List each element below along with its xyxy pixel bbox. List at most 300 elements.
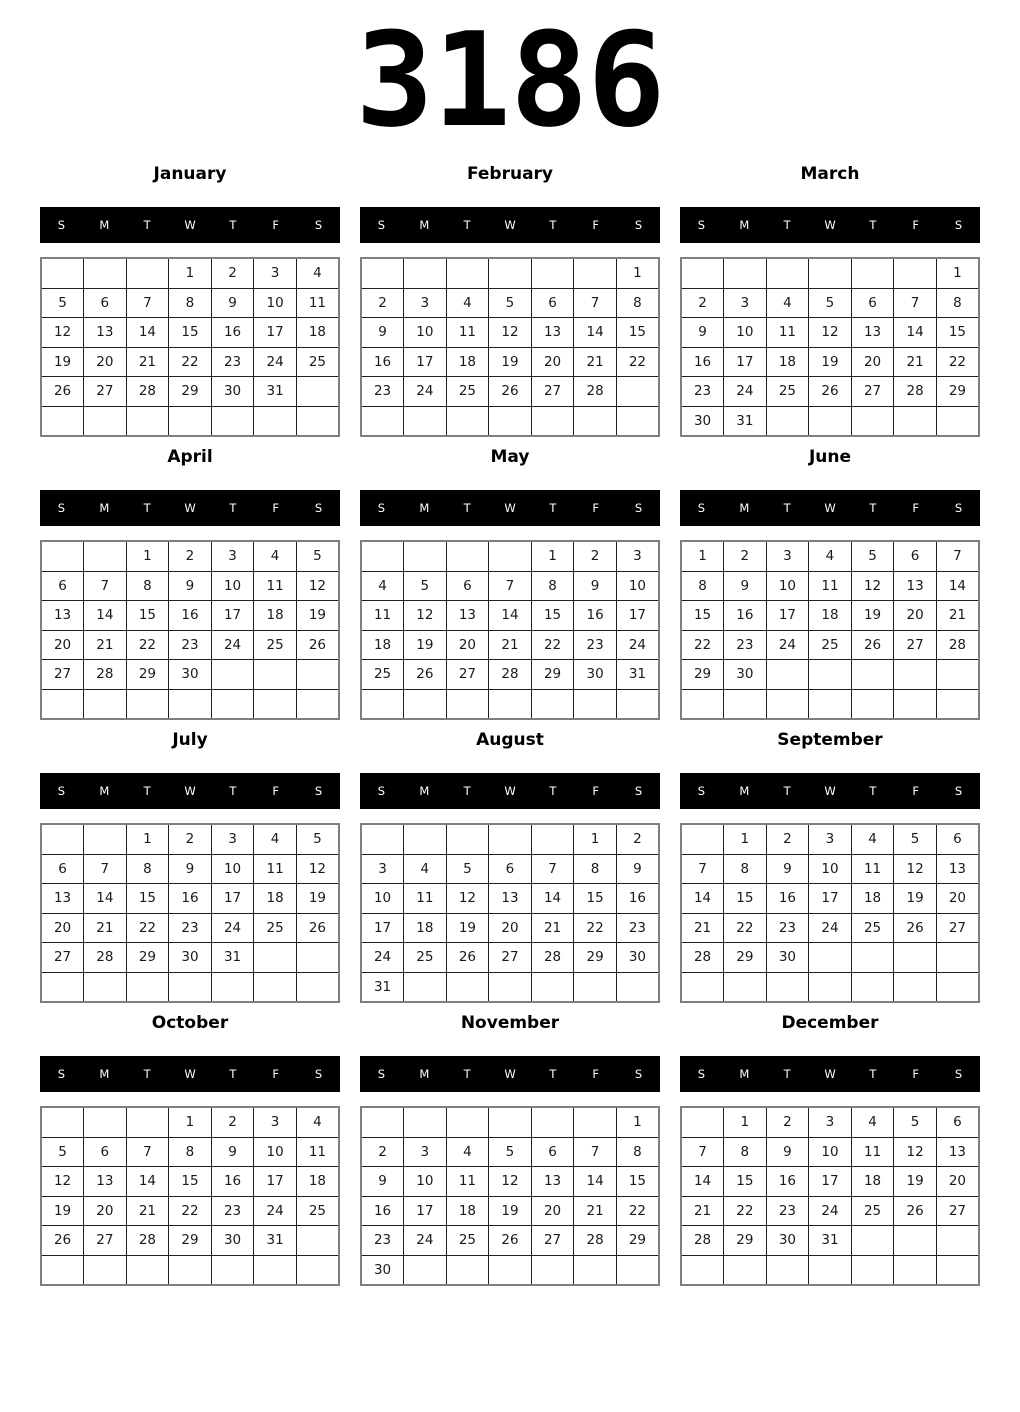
date-cell: 18 bbox=[851, 884, 894, 914]
week-row bbox=[41, 571, 339, 601]
empty-date-cell bbox=[894, 943, 937, 973]
empty-date-cell bbox=[531, 258, 574, 288]
empty-date-cell bbox=[296, 689, 339, 719]
weekday-label: F bbox=[912, 1067, 920, 1081]
empty-date-cell bbox=[936, 1226, 979, 1256]
date-cell: 11 bbox=[809, 571, 852, 601]
week-row bbox=[361, 824, 659, 854]
date-cell: 7 bbox=[489, 571, 532, 601]
weekday-label: T bbox=[783, 1067, 791, 1081]
week-row bbox=[361, 972, 659, 1002]
date-cell: 17 bbox=[809, 1167, 852, 1197]
date-cell: 2 bbox=[724, 541, 767, 571]
empty-date-cell bbox=[489, 689, 532, 719]
date-cell: 4 bbox=[404, 854, 447, 884]
date-cell: 12 bbox=[894, 1137, 937, 1167]
empty-date-cell bbox=[489, 406, 532, 436]
weekday-label: M bbox=[419, 501, 430, 515]
date-cell: 23 bbox=[616, 913, 659, 943]
empty-date-cell bbox=[169, 972, 212, 1002]
date-cell: 27 bbox=[41, 660, 84, 690]
date-cell: 29 bbox=[616, 1226, 659, 1256]
date-cell: 13 bbox=[489, 884, 532, 914]
date-cell: 18 bbox=[296, 318, 339, 348]
date-cell: 14 bbox=[531, 884, 574, 914]
weekday-header-row bbox=[680, 773, 980, 809]
empty-date-cell bbox=[681, 824, 724, 854]
date-cell: 14 bbox=[84, 884, 127, 914]
date-cell: 15 bbox=[169, 1167, 212, 1197]
date-cell: 17 bbox=[254, 318, 297, 348]
weekday-header-row bbox=[680, 490, 980, 526]
date-cell: 6 bbox=[851, 288, 894, 318]
date-cell: 7 bbox=[126, 1137, 169, 1167]
date-cell: 5 bbox=[41, 1137, 84, 1167]
date-cell: 17 bbox=[404, 347, 447, 377]
date-cell: 20 bbox=[446, 630, 489, 660]
empty-date-cell bbox=[681, 1107, 724, 1137]
week-row bbox=[681, 884, 979, 914]
weekday-label: F bbox=[592, 218, 600, 232]
date-cell: 21 bbox=[574, 1196, 617, 1226]
date-cell: 7 bbox=[681, 1137, 724, 1167]
weekday-label: T bbox=[783, 501, 791, 515]
week-row bbox=[361, 288, 659, 318]
date-cell: 6 bbox=[936, 1107, 979, 1137]
month-table bbox=[360, 823, 660, 1003]
week-row bbox=[361, 377, 659, 407]
empty-date-cell bbox=[84, 824, 127, 854]
date-cell: 6 bbox=[894, 541, 937, 571]
week-row bbox=[41, 660, 339, 690]
month-table-body bbox=[361, 541, 659, 719]
month-block-january bbox=[40, 163, 340, 437]
date-cell: 15 bbox=[574, 884, 617, 914]
date-cell: 26 bbox=[41, 377, 84, 407]
empty-date-cell bbox=[936, 1255, 979, 1285]
date-cell: 26 bbox=[894, 1196, 937, 1226]
month-block-february bbox=[360, 163, 660, 437]
date-cell: 2 bbox=[681, 288, 724, 318]
week-row bbox=[361, 1167, 659, 1197]
empty-date-cell bbox=[169, 689, 212, 719]
date-cell: 12 bbox=[809, 318, 852, 348]
empty-date-cell bbox=[489, 258, 532, 288]
weekday-label: T bbox=[783, 784, 791, 798]
date-cell: 2 bbox=[766, 824, 809, 854]
date-cell: 31 bbox=[254, 377, 297, 407]
empty-date-cell bbox=[211, 972, 254, 1002]
date-cell: 21 bbox=[84, 630, 127, 660]
empty-date-cell bbox=[894, 406, 937, 436]
weekday-label: M bbox=[739, 784, 750, 798]
date-cell: 30 bbox=[211, 1226, 254, 1256]
date-cell: 31 bbox=[809, 1226, 852, 1256]
week-row bbox=[681, 347, 979, 377]
empty-date-cell bbox=[531, 972, 574, 1002]
date-cell: 6 bbox=[531, 288, 574, 318]
date-cell: 10 bbox=[809, 854, 852, 884]
weekday-label: W bbox=[504, 1067, 516, 1081]
empty-date-cell bbox=[489, 972, 532, 1002]
date-cell: 11 bbox=[766, 318, 809, 348]
date-cell: 21 bbox=[936, 601, 979, 631]
weekday-label: S bbox=[57, 501, 66, 515]
week-row bbox=[681, 571, 979, 601]
date-cell: 14 bbox=[126, 318, 169, 348]
date-cell: 2 bbox=[766, 1107, 809, 1137]
date-cell: 2 bbox=[211, 1107, 254, 1137]
empty-date-cell bbox=[851, 943, 894, 973]
empty-date-cell bbox=[84, 1255, 127, 1285]
week-row bbox=[41, 406, 339, 436]
week-row bbox=[681, 1255, 979, 1285]
date-cell: 8 bbox=[936, 288, 979, 318]
weekday-label: F bbox=[272, 501, 280, 515]
date-cell: 8 bbox=[616, 288, 659, 318]
date-cell: 24 bbox=[616, 630, 659, 660]
date-cell: 6 bbox=[84, 288, 127, 318]
date-cell: 27 bbox=[936, 1196, 979, 1226]
date-cell: 16 bbox=[169, 601, 212, 631]
month-title: February bbox=[466, 164, 554, 184]
month-table bbox=[40, 1106, 340, 1286]
empty-date-cell bbox=[936, 406, 979, 436]
date-cell: 26 bbox=[404, 660, 447, 690]
date-cell: 3 bbox=[211, 824, 254, 854]
date-cell: 23 bbox=[211, 1196, 254, 1226]
date-cell: 14 bbox=[84, 601, 127, 631]
date-cell: 30 bbox=[616, 943, 659, 973]
weekday-label: T bbox=[229, 784, 237, 798]
month-table-body bbox=[361, 1107, 659, 1285]
date-cell: 16 bbox=[766, 1167, 809, 1197]
weekday-label: T bbox=[463, 218, 471, 232]
date-cell: 3 bbox=[361, 854, 404, 884]
week-row bbox=[681, 689, 979, 719]
date-cell: 16 bbox=[574, 601, 617, 631]
empty-date-cell bbox=[404, 1255, 447, 1285]
weekday-label: S bbox=[57, 1067, 66, 1081]
week-row bbox=[681, 913, 979, 943]
week-row bbox=[361, 913, 659, 943]
date-cell: 9 bbox=[724, 571, 767, 601]
empty-date-cell bbox=[574, 972, 617, 1002]
date-cell: 28 bbox=[574, 1226, 617, 1256]
date-cell: 14 bbox=[681, 884, 724, 914]
date-cell: 13 bbox=[84, 318, 127, 348]
empty-date-cell bbox=[766, 972, 809, 1002]
weekday-label: S bbox=[377, 784, 386, 798]
date-cell: 12 bbox=[296, 854, 339, 884]
date-cell: 7 bbox=[84, 854, 127, 884]
date-cell: 20 bbox=[489, 913, 532, 943]
date-cell: 7 bbox=[574, 1137, 617, 1167]
date-cell: 10 bbox=[404, 318, 447, 348]
empty-date-cell bbox=[574, 1255, 617, 1285]
date-cell: 26 bbox=[489, 1226, 532, 1256]
date-cell: 26 bbox=[894, 913, 937, 943]
date-cell: 15 bbox=[936, 318, 979, 348]
date-cell: 19 bbox=[296, 884, 339, 914]
month-title: May bbox=[490, 447, 530, 467]
week-row bbox=[681, 943, 979, 973]
week-row bbox=[681, 288, 979, 318]
date-cell: 15 bbox=[531, 601, 574, 631]
date-cell: 9 bbox=[766, 1137, 809, 1167]
empty-date-cell bbox=[851, 660, 894, 690]
date-cell: 25 bbox=[809, 630, 852, 660]
weekday-label: T bbox=[463, 784, 471, 798]
month-title: August bbox=[476, 730, 544, 750]
empty-date-cell bbox=[361, 258, 404, 288]
date-cell: 26 bbox=[296, 913, 339, 943]
weekday-label: S bbox=[954, 1067, 963, 1081]
empty-date-cell bbox=[894, 660, 937, 690]
date-cell: 16 bbox=[361, 347, 404, 377]
weekday-label: F bbox=[592, 784, 600, 798]
date-cell: 17 bbox=[616, 601, 659, 631]
date-cell: 14 bbox=[894, 318, 937, 348]
date-cell: 19 bbox=[851, 601, 894, 631]
weekday-label: F bbox=[272, 784, 280, 798]
date-cell: 13 bbox=[41, 601, 84, 631]
weekday-label: S bbox=[57, 218, 66, 232]
empty-date-cell bbox=[766, 406, 809, 436]
date-cell: 2 bbox=[361, 1137, 404, 1167]
date-cell: 25 bbox=[446, 1226, 489, 1256]
empty-date-cell bbox=[724, 689, 767, 719]
date-cell: 24 bbox=[404, 1226, 447, 1256]
empty-date-cell bbox=[574, 1107, 617, 1137]
week-row bbox=[361, 943, 659, 973]
date-cell: 29 bbox=[936, 377, 979, 407]
date-cell: 26 bbox=[809, 377, 852, 407]
week-row bbox=[681, 1167, 979, 1197]
date-cell: 18 bbox=[361, 630, 404, 660]
date-cell: 6 bbox=[41, 571, 84, 601]
date-cell: 19 bbox=[404, 630, 447, 660]
month-table-body bbox=[41, 824, 339, 1002]
empty-date-cell bbox=[446, 1255, 489, 1285]
date-cell: 22 bbox=[936, 347, 979, 377]
empty-date-cell bbox=[84, 541, 127, 571]
weekday-label: S bbox=[954, 218, 963, 232]
weekday-label: T bbox=[549, 501, 557, 515]
date-cell: 18 bbox=[809, 601, 852, 631]
week-row bbox=[681, 1226, 979, 1256]
date-cell: 21 bbox=[84, 913, 127, 943]
date-cell: 21 bbox=[489, 630, 532, 660]
date-cell: 3 bbox=[254, 1107, 297, 1137]
weekday-label: M bbox=[419, 784, 430, 798]
empty-date-cell bbox=[211, 406, 254, 436]
week-row bbox=[41, 854, 339, 884]
date-cell: 22 bbox=[531, 630, 574, 660]
empty-date-cell bbox=[84, 1107, 127, 1137]
week-row bbox=[681, 854, 979, 884]
empty-date-cell bbox=[616, 689, 659, 719]
month-table-body bbox=[41, 258, 339, 436]
date-cell: 1 bbox=[724, 824, 767, 854]
week-row bbox=[41, 541, 339, 571]
weekday-label: S bbox=[314, 218, 323, 232]
date-cell: 18 bbox=[851, 1167, 894, 1197]
weekday-header-row bbox=[680, 1056, 980, 1092]
date-cell: 2 bbox=[211, 258, 254, 288]
date-cell: 24 bbox=[211, 913, 254, 943]
weekday-label: M bbox=[739, 501, 750, 515]
empty-date-cell bbox=[296, 943, 339, 973]
date-cell: 24 bbox=[211, 630, 254, 660]
date-cell: 4 bbox=[361, 571, 404, 601]
date-cell: 17 bbox=[766, 601, 809, 631]
empty-date-cell bbox=[211, 1255, 254, 1285]
date-cell: 9 bbox=[169, 854, 212, 884]
date-cell: 20 bbox=[936, 884, 979, 914]
date-cell: 29 bbox=[724, 943, 767, 973]
date-cell: 7 bbox=[574, 288, 617, 318]
weekday-label: F bbox=[592, 501, 600, 515]
date-cell: 29 bbox=[126, 943, 169, 973]
date-cell: 28 bbox=[84, 943, 127, 973]
month-table bbox=[360, 257, 660, 437]
date-cell: 3 bbox=[724, 288, 767, 318]
date-cell: 10 bbox=[404, 1167, 447, 1197]
empty-date-cell bbox=[126, 258, 169, 288]
date-cell: 4 bbox=[766, 288, 809, 318]
empty-date-cell bbox=[894, 258, 937, 288]
date-cell: 13 bbox=[851, 318, 894, 348]
weekday-label: F bbox=[912, 784, 920, 798]
date-cell: 17 bbox=[361, 913, 404, 943]
date-cell: 5 bbox=[894, 1107, 937, 1137]
date-cell: 29 bbox=[681, 660, 724, 690]
weekday-header-row bbox=[360, 207, 660, 243]
empty-date-cell bbox=[724, 1255, 767, 1285]
date-cell: 19 bbox=[809, 347, 852, 377]
months-grid bbox=[0, 163, 1020, 1286]
month-title: December bbox=[781, 1013, 879, 1033]
weekday-header-row bbox=[360, 490, 660, 526]
date-cell: 7 bbox=[681, 854, 724, 884]
empty-date-cell bbox=[296, 972, 339, 1002]
weekday-label: M bbox=[739, 1067, 750, 1081]
week-row bbox=[361, 1137, 659, 1167]
empty-date-cell bbox=[254, 689, 297, 719]
week-row bbox=[41, 824, 339, 854]
week-row bbox=[41, 601, 339, 631]
week-row bbox=[41, 1137, 339, 1167]
week-row bbox=[361, 689, 659, 719]
date-cell: 20 bbox=[531, 347, 574, 377]
date-cell: 23 bbox=[361, 1226, 404, 1256]
date-cell: 21 bbox=[681, 1196, 724, 1226]
empty-date-cell bbox=[296, 1255, 339, 1285]
empty-date-cell bbox=[404, 689, 447, 719]
date-cell: 18 bbox=[404, 913, 447, 943]
empty-date-cell bbox=[446, 1107, 489, 1137]
date-cell: 1 bbox=[724, 1107, 767, 1137]
weekday-label: W bbox=[824, 218, 836, 232]
weekday-label: T bbox=[783, 218, 791, 232]
empty-date-cell bbox=[809, 660, 852, 690]
date-cell: 30 bbox=[211, 377, 254, 407]
date-cell: 13 bbox=[894, 571, 937, 601]
week-row bbox=[41, 288, 339, 318]
date-cell: 27 bbox=[84, 377, 127, 407]
week-row bbox=[681, 1196, 979, 1226]
month-block-november bbox=[360, 1012, 660, 1286]
date-cell: 15 bbox=[169, 318, 212, 348]
date-cell: 19 bbox=[446, 913, 489, 943]
date-cell: 20 bbox=[894, 601, 937, 631]
empty-date-cell bbox=[531, 1107, 574, 1137]
date-cell: 18 bbox=[254, 601, 297, 631]
month-title: July bbox=[172, 730, 208, 750]
date-cell: 3 bbox=[809, 824, 852, 854]
empty-date-cell bbox=[41, 406, 84, 436]
empty-date-cell bbox=[681, 1255, 724, 1285]
weekday-label: S bbox=[697, 1067, 706, 1081]
empty-date-cell bbox=[809, 972, 852, 1002]
date-cell: 18 bbox=[446, 1196, 489, 1226]
date-cell: 1 bbox=[169, 1107, 212, 1137]
weekday-label: W bbox=[824, 784, 836, 798]
week-row bbox=[681, 630, 979, 660]
date-cell: 11 bbox=[254, 854, 297, 884]
month-block-june bbox=[680, 446, 980, 720]
date-cell: 12 bbox=[894, 854, 937, 884]
weekday-label: F bbox=[592, 1067, 600, 1081]
week-row bbox=[681, 824, 979, 854]
month-table-body bbox=[361, 824, 659, 1002]
week-row bbox=[41, 1167, 339, 1197]
date-cell: 9 bbox=[169, 571, 212, 601]
date-cell: 19 bbox=[894, 884, 937, 914]
date-cell: 21 bbox=[126, 347, 169, 377]
empty-date-cell bbox=[616, 406, 659, 436]
week-row bbox=[361, 630, 659, 660]
month-table bbox=[680, 257, 980, 437]
date-cell: 24 bbox=[254, 1196, 297, 1226]
date-cell: 30 bbox=[724, 660, 767, 690]
weekday-label: W bbox=[184, 784, 196, 798]
weekday-header-row bbox=[40, 1056, 340, 1092]
date-cell: 28 bbox=[894, 377, 937, 407]
date-cell: 23 bbox=[766, 913, 809, 943]
date-cell: 9 bbox=[211, 1137, 254, 1167]
date-cell: 24 bbox=[361, 943, 404, 973]
date-cell: 10 bbox=[254, 1137, 297, 1167]
week-row bbox=[681, 660, 979, 690]
date-cell: 26 bbox=[296, 630, 339, 660]
date-cell: 4 bbox=[296, 1107, 339, 1137]
weekday-header-row bbox=[40, 207, 340, 243]
empty-date-cell bbox=[41, 541, 84, 571]
date-cell: 1 bbox=[531, 541, 574, 571]
month-table-body bbox=[681, 258, 979, 436]
date-cell: 8 bbox=[681, 571, 724, 601]
date-cell: 24 bbox=[766, 630, 809, 660]
empty-date-cell bbox=[531, 824, 574, 854]
date-cell: 1 bbox=[169, 258, 212, 288]
week-row bbox=[361, 660, 659, 690]
date-cell: 13 bbox=[936, 854, 979, 884]
date-cell: 19 bbox=[41, 1196, 84, 1226]
week-row bbox=[41, 377, 339, 407]
weekday-label: S bbox=[697, 501, 706, 515]
